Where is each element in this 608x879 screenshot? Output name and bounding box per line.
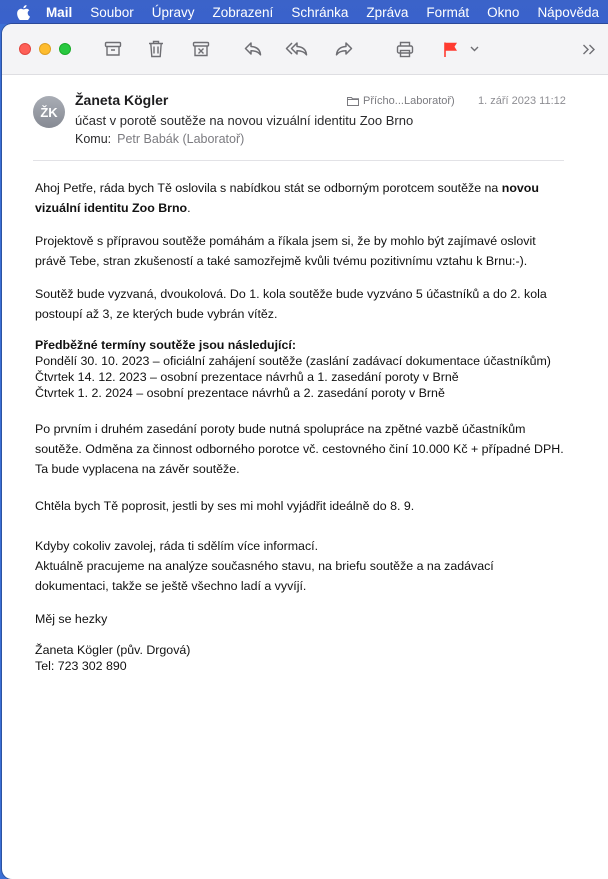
print-icon[interactable] <box>392 37 418 61</box>
greeting-bold: novou vizuální identitu Zoo Brno <box>35 181 539 215</box>
menu-format[interactable]: Formát <box>426 4 470 20</box>
flag-icon[interactable] <box>438 37 464 61</box>
menu-zprava[interactable]: Zpráva <box>366 4 409 20</box>
terms-heading: Předběžné termíny soutěže jsou následující: <box>35 338 296 352</box>
info-line-1: Kdyby cokoliv zavolej, ráda ti sdělím více informací. <box>35 539 319 553</box>
chevron-down-icon[interactable] <box>467 37 481 61</box>
paragraph-intro: Projektově s přípravou soutěže pomáhám a říkala jsem si, že by mohlo být zajímavé oslovit právě Tebe, stran zkušeností a také samozřejmě kvůli tvému pozitivnímu vztahu k Brnu:-). <box>35 234 536 268</box>
window-controls <box>19 43 71 55</box>
junk-icon[interactable] <box>188 37 214 61</box>
paragraph-reward: Po prvním i druhém zasedání poroty bude nutná spolupráce na zpětné vazbě účastníkům soutěže. Odměna za činnost odborného porotce vč. cestovného činí 10.000 Kč + případné DPH. Ta bude vyplacena na závěr soutěže. <box>35 422 564 476</box>
recipient-line <box>75 132 244 146</box>
apple-menu-icon[interactable] <box>0 5 40 20</box>
message-date: 1. září 2023 11:12 <box>478 95 566 107</box>
closing: Měj se hezky <box>35 612 108 626</box>
reply-all-icon[interactable] <box>284 37 310 61</box>
mail-window <box>2 24 608 879</box>
mailbox-name: Přícho...Laboratoř) <box>363 95 455 107</box>
trash-icon[interactable] <box>143 37 169 61</box>
info-line-2: Aktuálně pracujeme na analýze současného stavu, na briefu soutěže a na zadávací dokumentaci, takže se ještě všechno ladí a vyvíjí. <box>35 559 494 593</box>
greeting-end: . <box>187 201 191 215</box>
message-body <box>35 178 565 687</box>
menu-bar <box>0 0 608 24</box>
menu-zobrazeni[interactable]: Zobrazení <box>212 4 274 20</box>
mailbox-location[interactable] <box>347 95 455 107</box>
reply-icon[interactable] <box>240 37 266 61</box>
to-label: Komu: <box>75 132 112 146</box>
menu-upravy[interactable]: Úpravy <box>151 4 195 20</box>
message-subject: účast v porotě soutěže na novou vizuální identitu Zoo Brno <box>75 113 414 128</box>
more-icon[interactable] <box>578 37 600 61</box>
sender-name[interactable]: Žaneta Kögler <box>75 92 169 108</box>
paragraph-competition: Soutěž bude vyzvaná, dvoukolová. Do 1. kola soutěže bude vyzváno 5 účastníků a do 2. kola postoupí až 3, ze kterých bude vybrán vítěz. <box>35 287 547 321</box>
avatar: ŽK <box>33 96 65 128</box>
archive-icon[interactable] <box>100 37 126 61</box>
menu-schranka[interactable]: Schránka <box>291 4 349 20</box>
paragraph-greeting <box>35 178 565 218</box>
term-3: Čtvrtek 1. 2. 2024 – osobní prezentace návrhů a 2. zasedání poroty v Brně <box>35 386 445 400</box>
paragraph-request: Chtěla bych Tě poprosit, jestli by ses mi mohl vyjádřit ideálně do 8. 9. <box>35 499 415 513</box>
term-2: Čtvrtek 14. 12. 2023 – osobní prezentace návrhů a 1. zasedání poroty v Brně <box>35 370 459 384</box>
header-divider <box>33 160 564 161</box>
menu-app-mail[interactable]: Mail <box>45 4 73 20</box>
signature <box>35 642 565 674</box>
zoom-window-button[interactable] <box>59 43 71 55</box>
menu-napoveda[interactable]: Nápověda <box>537 4 599 20</box>
close-window-button[interactable] <box>19 43 31 55</box>
paragraph-terms <box>35 337 565 401</box>
minimize-window-button[interactable] <box>39 43 51 55</box>
message-header <box>2 75 608 165</box>
signature-name: Žaneta Kögler (pův. Drgová) <box>35 643 191 657</box>
toolbar <box>2 24 608 75</box>
forward-icon[interactable] <box>331 37 357 61</box>
menu-soubor[interactable]: Soubor <box>90 4 134 20</box>
menu-okno[interactable]: Okno <box>487 4 520 20</box>
paragraph-info <box>35 536 565 596</box>
folder-icon <box>347 96 359 106</box>
recipient-name[interactable]: Petr Babák (Laboratoř) <box>117 132 245 146</box>
greeting-text: Ahoj Petře, ráda bych Tě oslovila s nabídkou stát se odborným porotcem soutěže na <box>35 181 502 195</box>
term-1: Pondělí 30. 10. 2023 – oficiální zahájení soutěže (zaslání zadávací dokumentace účastníkům) <box>35 354 551 368</box>
signature-phone: Tel: 723 302 890 <box>35 659 127 673</box>
